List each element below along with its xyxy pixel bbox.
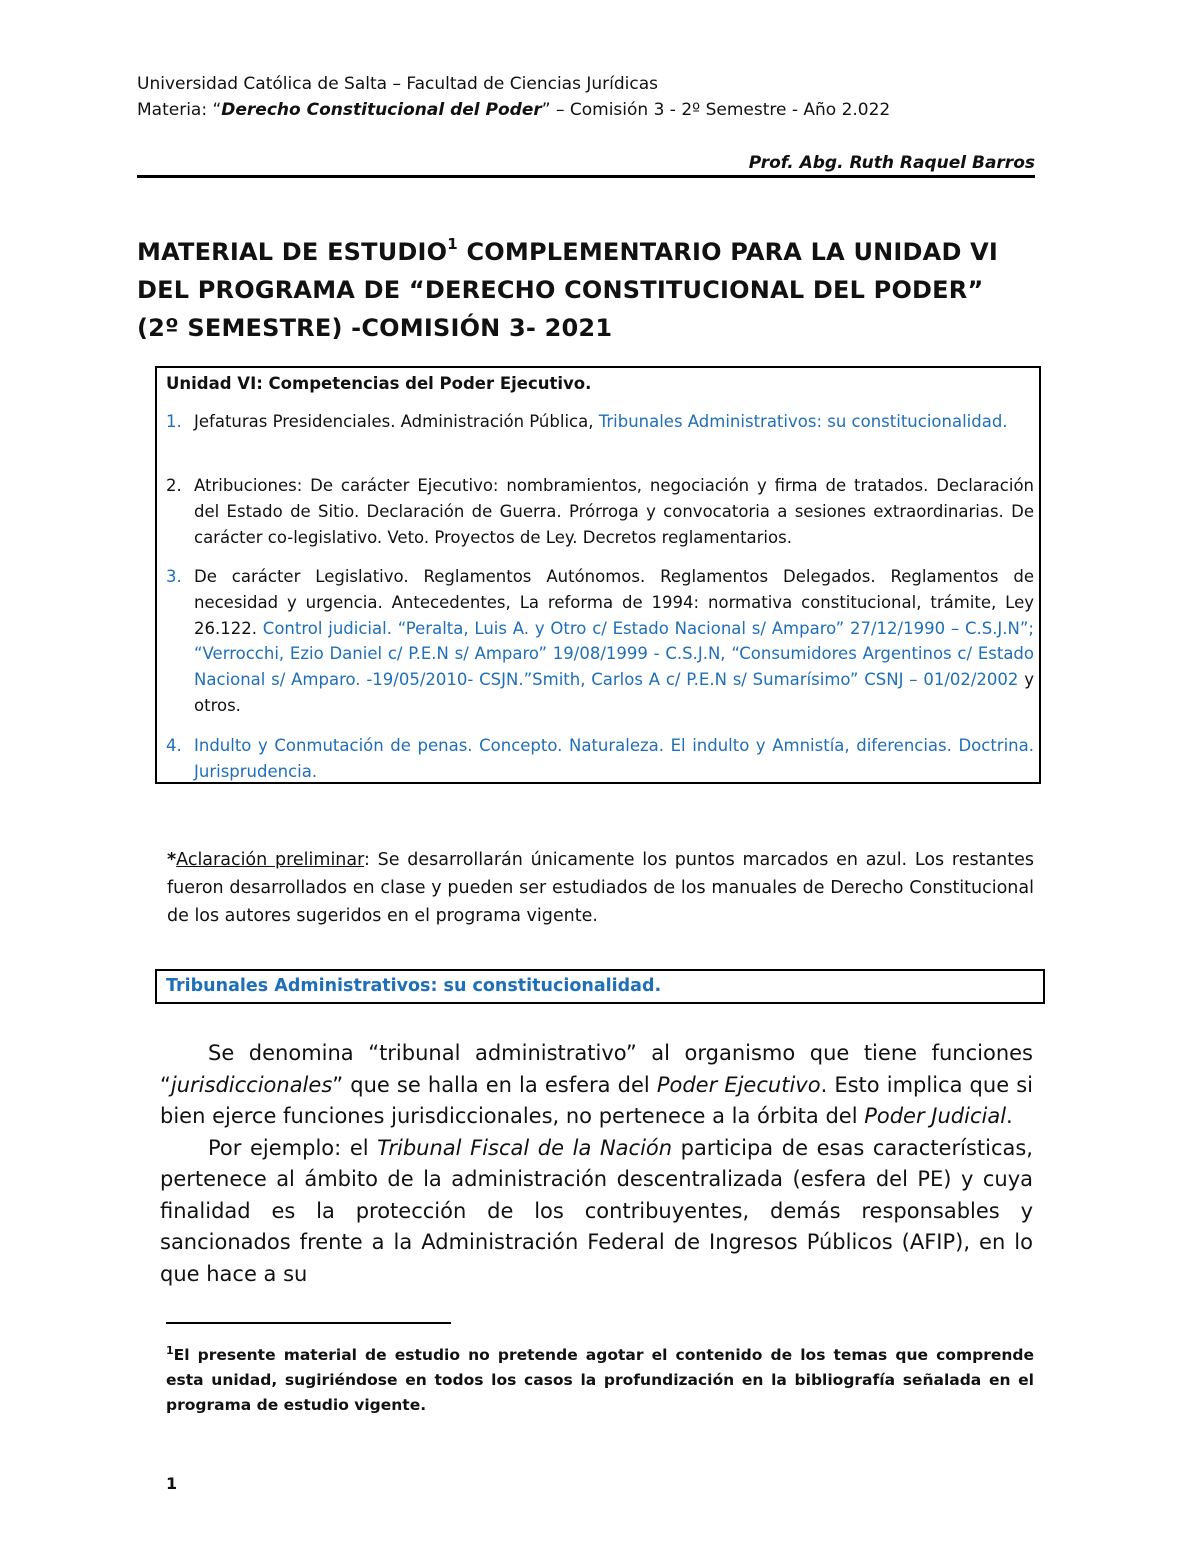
unit-item-number: 3. (166, 567, 182, 586)
header-divider (137, 175, 1035, 178)
p1-text: ” que se halla en la esfera del (332, 1072, 657, 1097)
title-line-2: DEL PROGRAMA DE “DERECHO CONSTITUCIONAL DEL PODER” (137, 276, 984, 304)
p1-text: . Esto implica que si bien ejerce funciones jurisdiccionales, no pertenece a la órbita del (160, 1072, 1033, 1128)
header-subject-suffix: ” – Comisión 3 - 2º Semestre - Año 2.022 (541, 100, 891, 120)
body-text (160, 1038, 1033, 1290)
p1-text: . (1006, 1104, 1013, 1128)
title-line-3: (2º SEMESTRE) -COMISIÓN 3- 2021 (137, 314, 613, 342)
unit-item-text: Atribuciones: De carácter Ejecutivo: nombramientos, negociación y firma de tratados. Declaración del Estado de Sitio. Declaración de Guerra. Prórroga y convocatoria a sesiones extraordinarias. De carácter co-legislativo. Veto. Proyectos de Ley. Decretos reglamentarios. (194, 476, 1034, 547)
footnote-reference[interactable]: 1 (447, 235, 458, 253)
title-part-2: COMPLEMENTARIO PARA LA UNIDAD VI (457, 238, 999, 266)
header-institution: Universidad Católica de Salta – Facultad de Ciencias Jurídicas (137, 74, 658, 94)
unit-item-text (194, 409, 1034, 435)
unit-item-number: 4. (166, 736, 182, 755)
unit-item-4 (166, 733, 1034, 785)
paragraph-1 (160, 1038, 1033, 1133)
p1-text: Se denomina “tribunal administrativo” al organismo que tiene funciones “ (160, 1041, 1033, 1097)
header-professor: Prof. Abg. Ruth Raquel Barros (748, 153, 1035, 173)
page-number: 1 (166, 1474, 178, 1493)
header-subject-line (137, 100, 890, 120)
unit-item-number: 2. (166, 476, 182, 495)
section-heading: Tribunales Administrativos: su constitucionalidad. (166, 976, 662, 996)
unit-item-text-plain: De carácter Legislativo. Reglamentos Autónomos. Reglamentos Delegados. Reglamentos de necesidad y urgencia. Antecedentes, La reforma de 1994: normativa constitucional, trámite, Ley 26.122. (194, 567, 1034, 638)
footnote-divider (166, 1322, 451, 1324)
unit-item-text-tail: y otros. (194, 670, 1035, 715)
note-label: Aclaración preliminar (176, 850, 365, 870)
footnote-mark: 1 (166, 1344, 174, 1357)
unit-item-text-highlighted: Control judicial. “Peralta, Luis A. y Otro c/ Estado Nacional s/ Amparo” 27/12/1990 – C.S.J.N”; “Verrocchi, Ezio Daniel c/ P.E.N s/ Amparo” 19/08/1999 - C.S.J.N, “Consumidores Argentinos c/ Estado Nacional s/ Amparo. -19/05/2010- CSJN.”Smith, Carlos A c/ P.E.N s/ Sumarísimo” CSNJ – 01/02/2002 (194, 618, 1034, 690)
unit-item-number: 1. (166, 412, 182, 431)
preliminary-note (167, 846, 1034, 930)
unit-item-3 (166, 564, 1034, 719)
unit-item-text-plain: Jefaturas Presidenciales. Administración Pública, (194, 412, 599, 431)
p2-text: participa de esas características, pertenece al ámbito de la administración descentralizada (esfera del PE) y cuya finalidad es la protección de los contribuyentes, demás responsables y sancionados frente a la Administración Federal de Ingresos Públicos (AFIP), en lo que hace a su (160, 1135, 1033, 1286)
title-part-1: MATERIAL DE ESTUDIO (137, 238, 448, 266)
header-subject-prefix: Materia: “ (137, 100, 222, 120)
document-title (137, 227, 1037, 347)
p1-italic: Poder Ejecutivo (656, 1072, 821, 1097)
title-line-1 (137, 227, 1037, 271)
footnote (166, 1338, 1034, 1418)
unit-item-2 (166, 473, 1034, 550)
p2-italic: Tribunal Fiscal de la Nación (377, 1135, 673, 1160)
unit-item-text-highlighted: Tribunales Administrativos: su constitucionalidad. (598, 412, 1008, 431)
p1-italic: Poder Judicial (864, 1104, 1007, 1128)
p1-italic: jurisdiccionales (170, 1072, 333, 1097)
unit-item-text (194, 564, 1034, 719)
unit-heading: Unidad VI: Competencias del Poder Ejecutivo. (166, 374, 592, 393)
footnote-text: El presente material de estudio no pretende agotar el contenido de los temas que comprende esta unidad, sugiriéndose en todos los casos la profundización en la bibliografía señalada en el programa de estudio vigente. (166, 1346, 1034, 1415)
note-asterisk: * (167, 850, 177, 870)
paragraph-2 (160, 1133, 1033, 1291)
note-text: : Se desarrollarán únicamente los puntos marcados en azul. Los restantes fueron desarrollados en clase y pueden ser estudiados de los manuales de Derecho Constitucional de los autores sugeridos en el programa vigente. (167, 850, 1035, 926)
p2-text: Por ejemplo: el (208, 1135, 378, 1160)
unit-item-1 (166, 409, 1034, 435)
header-subject-name: Derecho Constitucional del Poder (221, 100, 542, 120)
unit-item-text: Indulto y Conmutación de penas. Concepto. Naturaleza. El indulto y Amnistía, diferencias. Doctrina. Jurisprudencia. (194, 736, 1034, 781)
